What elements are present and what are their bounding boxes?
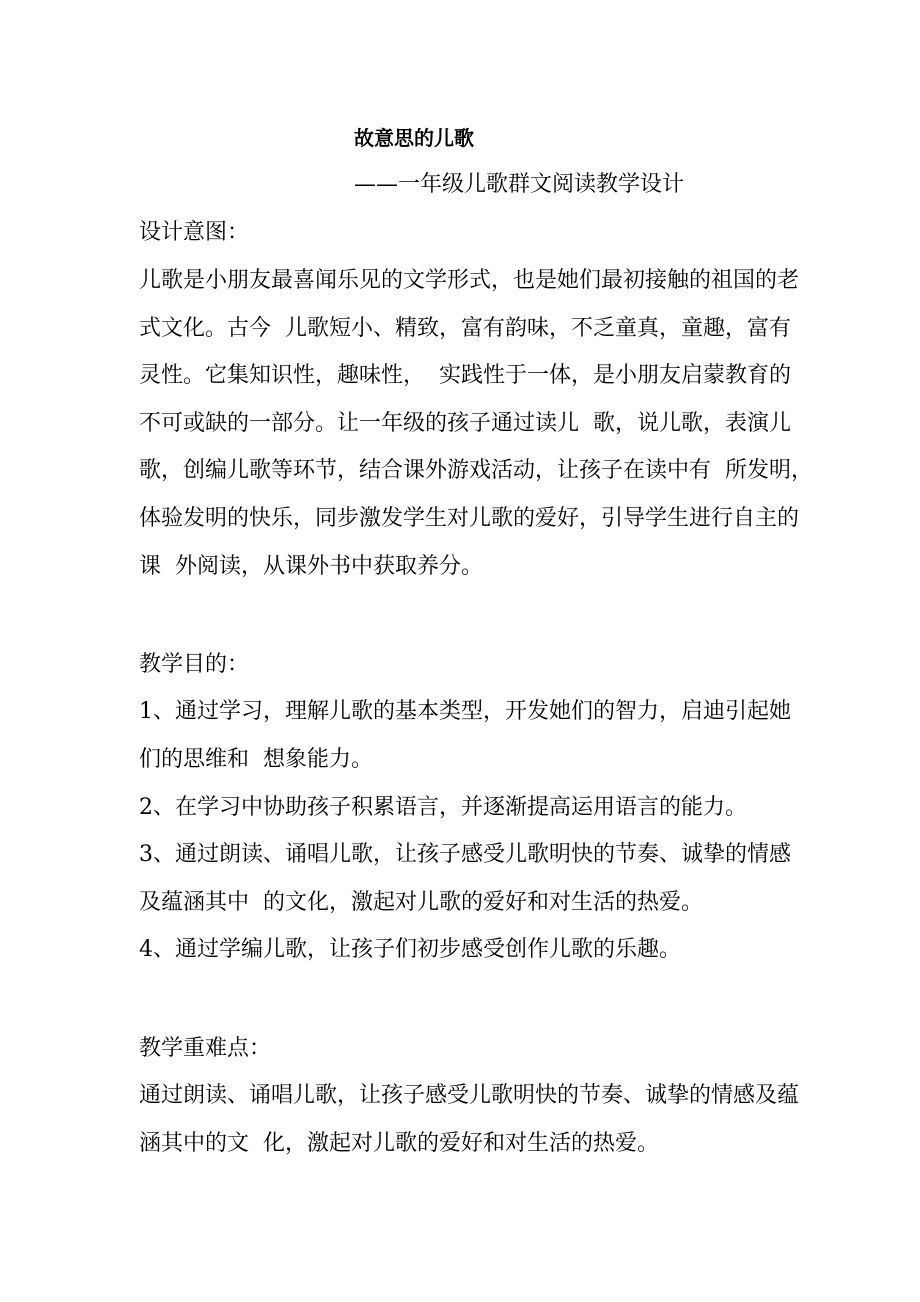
paragraph-line: 不可或缺的一部分。让一年级的孩子通过读儿 歌，说儿歌，表演儿 — [139, 411, 791, 436]
list-item-line: 2、在学习中协助孩子积累语言，并逐渐提高运用语言的能力。 — [139, 795, 747, 820]
paragraph-line: 课 外阅读，从课外书中获取养分。 — [139, 554, 483, 579]
list-item-line: 及蕴涵其中 的文化，激起对儿歌的爱好和对生活的热爱。 — [139, 890, 703, 915]
section-heading-key-points: 教学重难点： — [139, 1036, 272, 1061]
document-title: 故意思的儿歌 — [354, 126, 474, 150]
document-subtitle: ——一年级儿歌群文阅读教学设计 — [354, 172, 685, 197]
paragraph-line: 儿歌是小朋友最喜闻乐见的文学形式，也是她们最初接触的祖国的老 — [139, 268, 800, 293]
paragraph-line: 通过朗读、诵唱儿歌，让孩子感受儿歌明快的节奏、诚挚的情感及蕴 — [139, 1083, 800, 1108]
list-item-line: 们的思维和 想象能力。 — [139, 747, 373, 772]
paragraph-line: 涵其中的文 化，激起对儿歌的爱好和对生活的热爱。 — [139, 1131, 659, 1156]
paragraph-line: 歌，创编儿歌等环节，结合课外游戏活动，让孩子在读中有 所发明， — [139, 458, 813, 483]
section-heading-teaching-goals: 教学目的： — [139, 652, 250, 677]
paragraph-line: 体验发明的快乐，同步激发学生对儿歌的爱好，引导学生进行自主的 — [139, 506, 800, 531]
list-item-line: 4、通过学编儿歌，让孩子们初步感受创作儿歌的乐趣。 — [139, 937, 681, 962]
list-item-line: 1、通过学习，理解儿歌的基本类型，开发她们的智力，启迪引起她 — [139, 699, 791, 724]
paragraph-line: 灵性。它集知识性，趣味性， 实践性于一体，是小朋友启蒙教育的 — [139, 363, 791, 388]
paragraph-line: 式文化。古今 儿歌短小、精致，富有韵味，不乏童真，童趣，富有 — [139, 316, 791, 341]
section-heading-design-intent: 设计意图： — [139, 220, 250, 245]
list-item-line: 3、通过朗读、诵唱儿歌，让孩子感受儿歌明快的节奏、诚挚的情感 — [139, 842, 791, 867]
